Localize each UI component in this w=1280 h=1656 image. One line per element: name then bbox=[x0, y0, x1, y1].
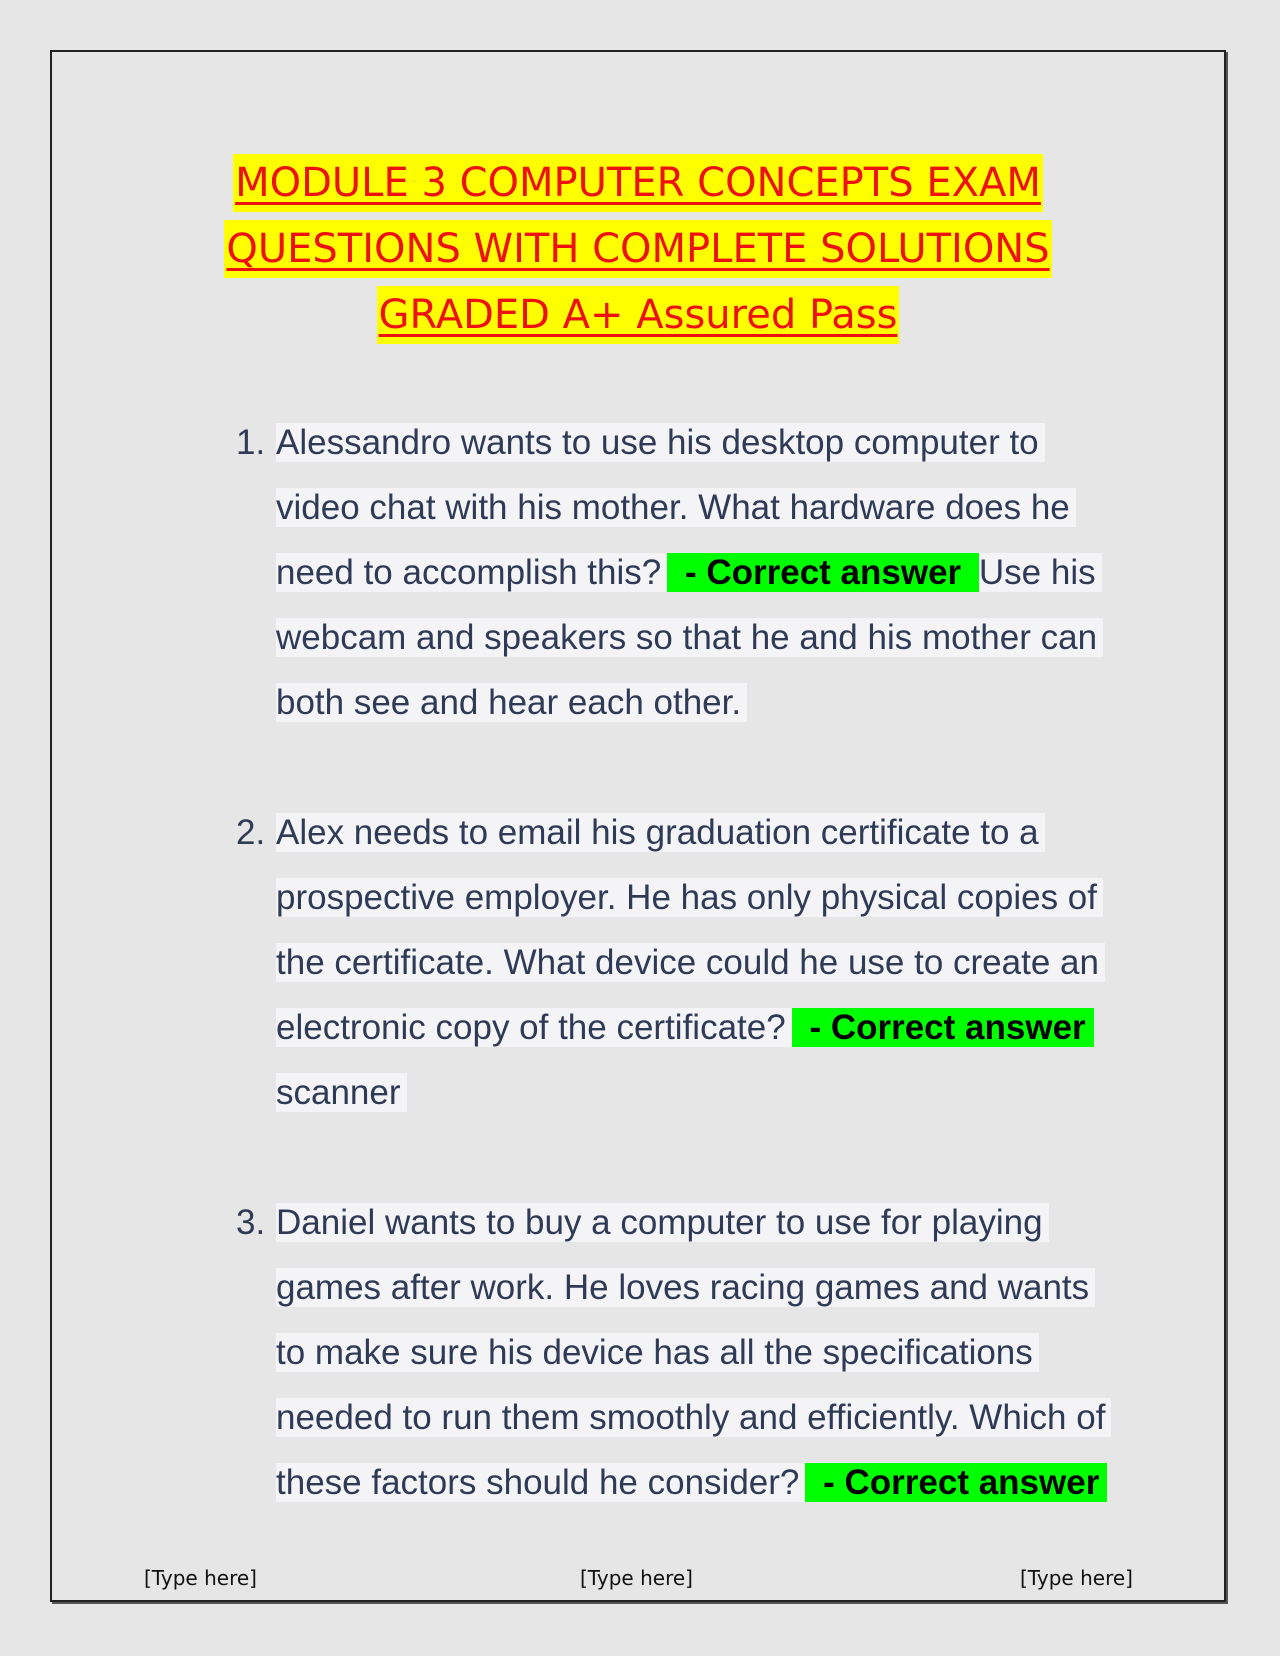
question-number: 2. bbox=[236, 813, 266, 852]
correct-answer-label: - Correct answer bbox=[805, 1463, 1107, 1502]
question-text: Daniel wants to buy a computer to use for playing games after work. He loves racing games and wants to make sure his device has all the specifications needed to run them smoothly and efficiently. Which of these factors should he consider? bbox=[276, 1203, 1111, 1502]
correct-answer-label: - Correct answer bbox=[792, 1008, 1094, 1047]
question-number: 3. bbox=[236, 1203, 266, 1242]
title-line: MODULE 3 COMPUTER CONCEPTS EXAM bbox=[233, 154, 1043, 212]
question-text: Alessandro wants to use his desktop computer to video chat with his mother. What hardware does he need to accomplish this? bbox=[276, 423, 1076, 592]
footer-center: [Type here] bbox=[580, 1566, 693, 1590]
footer-right: [Type here] bbox=[1020, 1566, 1133, 1590]
correct-answer-label: - Correct answer bbox=[667, 553, 979, 592]
document-page bbox=[50, 50, 1226, 1602]
question-text: Alex needs to email his graduation certificate to a prospective employer. He has only physical copies of the certificate. What device could he use to create an electronic copy of the certificate? bbox=[276, 813, 1105, 1047]
title-line: QUESTIONS WITH COMPLETE SOLUTIONS bbox=[224, 220, 1051, 278]
question-item bbox=[178, 1190, 1108, 1515]
question-list bbox=[178, 410, 1108, 1580]
question-item bbox=[178, 410, 1108, 735]
document-title bbox=[52, 150, 1224, 348]
answer-text: scanner bbox=[276, 1073, 407, 1112]
title-line: GRADED A+ Assured Pass bbox=[377, 286, 900, 344]
question-item bbox=[178, 800, 1108, 1125]
answer-text: Use his webcam and speakers so that he and his mother can both see and hear each other. bbox=[276, 553, 1103, 722]
footer-left: [Type here] bbox=[144, 1566, 257, 1590]
question-number: 1. bbox=[236, 423, 266, 462]
